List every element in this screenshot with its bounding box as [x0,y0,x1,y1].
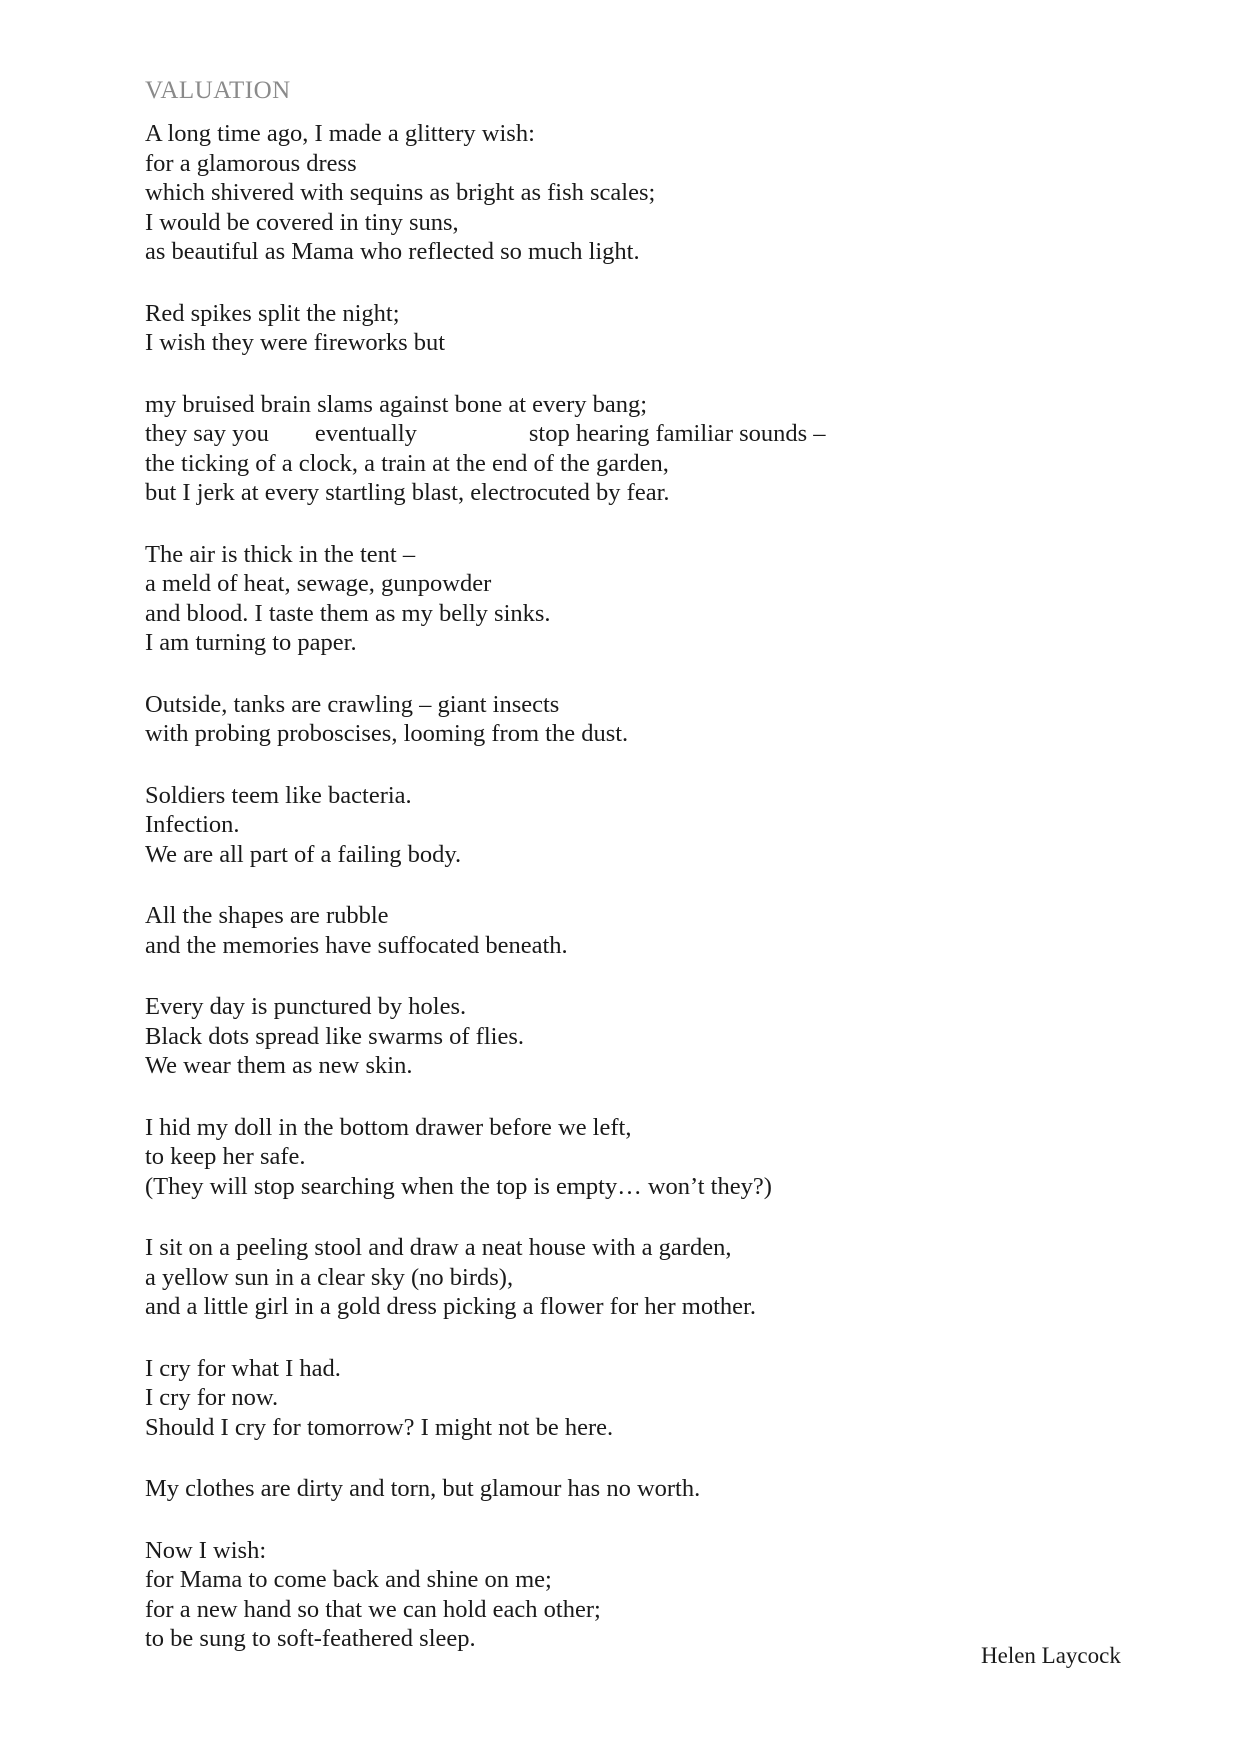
poem-fragment: eventually [314,420,417,447]
poem-line: I sit on a peeling stool and draw a neat house with a garden, [145,1234,732,1261]
poem-line: A long time ago, I made a glittery wish: [145,120,535,147]
poem-title: VALUATION [145,77,291,104]
poem-line: to be sung to soft-feathered sleep. [145,1625,476,1652]
poem-line: All the shapes are rubble [145,902,389,929]
poem-line: I would be covered in tiny suns, [145,208,459,236]
poem-line: Should I cry for tomorrow? I might not be here. [145,1413,614,1441]
poem-body [145,119,1105,1686]
poem-line: for Mama to come back and shine on me; [145,1566,552,1593]
poem-line: a meld of heat, sewage, gunpowder [145,570,492,597]
stanza-5 [145,690,1105,749]
stanza-11 [145,1354,1105,1443]
author-name: Helen Laycock [981,1643,1121,1668]
poem-line: I am turning to paper. [145,629,357,656]
stanza-8 [145,992,1105,1081]
poem-line: The air is thick in the tent – [145,540,416,568]
poem-line: Now I wish: [145,1536,267,1564]
poem-line: with probing proboscises, looming from the dust. [145,720,629,747]
stanza-12 [145,1474,1105,1504]
poem-line: I cry for now. [145,1384,279,1411]
poem-line: Soldiers teem like bacteria. [145,781,412,809]
poem-line: and the memories have suffocated beneath. [145,931,568,959]
poem-line: for a glamorous dress [145,149,357,177]
stanza-4 [145,540,1105,658]
poem-line: We wear them as new skin. [145,1052,413,1079]
poem-line: I hid my doll in the bottom drawer before we left, [145,1113,632,1141]
poem-line: Infection. [145,811,240,838]
poem-line: I cry for what I had. [145,1354,341,1382]
stanza-3 [145,390,1105,508]
poem-line: I wish they were fireworks but [145,329,446,356]
stanza-7 [145,901,1105,960]
poem-line: Black dots spread like swarms of flies. [145,1022,524,1050]
poem-line: the ticking of a clock, a train at the end of the garden, [145,449,669,477]
stanza-9 [145,1113,1105,1202]
stanza-2 [145,299,1105,358]
poem-line: which shivered with sequins as bright as fish scales; [145,179,656,206]
poem-line: my bruised brain slams against bone at every bang; [145,390,648,418]
stanza-1 [145,119,1105,267]
stanza-13 [145,1536,1105,1654]
poem-line: We are all part of a failing body. [145,840,462,868]
poem-line: but I jerk at every startling blast, electrocuted by fear. [145,479,670,506]
poem-line: My clothes are dirty and torn, but glamour has no worth. [145,1475,701,1502]
poem-fragment: they say you [145,420,269,447]
poem-line: Outside, tanks are crawling – giant insects [145,690,560,718]
poem-line: for a new hand so that we can hold each other; [145,1595,601,1623]
stanza-6 [145,781,1105,870]
poem-line: to keep her safe. [145,1143,306,1170]
poem-line: Every day is punctured by holes. [145,993,467,1020]
poem-line: and a little girl in a gold dress picking a flower for her mother. [145,1293,756,1320]
poem-line: as beautiful as Mama who reflected so much light. [145,238,640,265]
poem-line: a yellow sun in a clear sky (no birds), [145,1263,514,1291]
poem-line: Red spikes split the night; [145,299,400,327]
stanza-10 [145,1233,1105,1322]
poem-fragment: stop hearing familiar sounds – [528,420,826,447]
poem-line: (They will stop searching when the top is empty… won’t they?) [145,1172,772,1200]
poem-line: and blood. I taste them as my belly sinks. [145,599,551,627]
poem-line-spaced [145,419,1105,449]
